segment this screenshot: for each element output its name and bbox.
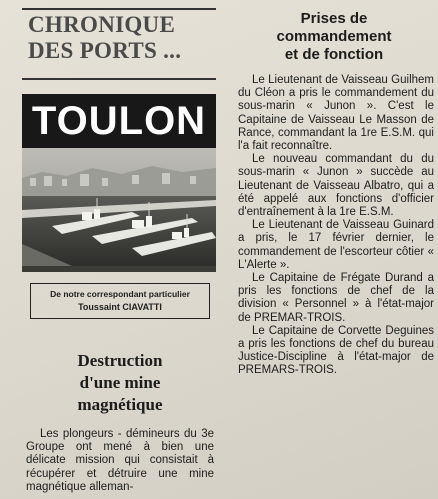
section-title <box>28 12 218 64</box>
top-rule <box>22 8 216 10</box>
article-body: Les plongeurs - démineurs du 3e Groupe ont mené à bien une délicate mission qui consistait à récupérer et détruire une mine magnétique alleman- <box>26 428 214 493</box>
paragraph: Le Capitaine de Frégate Durand a pris les fonctions de chef de la division « Personnel » à l'état-major de PREMAR-TROIS. <box>238 272 434 324</box>
harbor-photo <box>22 148 216 272</box>
section-title-line2: DES PORTS ... <box>28 38 182 63</box>
city-title: TOULON <box>31 99 207 143</box>
correspondent-label: De notre correspondant particulier <box>50 289 190 299</box>
article-title <box>30 350 210 416</box>
right-body <box>238 74 434 378</box>
section-title-line1: CHRONIQUE <box>28 12 176 37</box>
right-heading-line2: commandement <box>276 28 392 45</box>
paragraph: Le Lieutenant de Vaisseau Guinard a pris, le 17 février dernier, le commandement de l'escorteur côtier « L'Alerte ». <box>238 219 434 271</box>
section-rule <box>22 78 216 80</box>
article-title-line3: magnétique <box>77 395 163 414</box>
right-heading <box>236 10 432 64</box>
right-column <box>226 0 438 499</box>
article-title-line1: Destruction <box>77 351 163 370</box>
article-title-line2: d'une mine <box>79 373 161 392</box>
paragraph: Le Lieutenant de Vaisseau Guilhem du Cléon a pris le commandement du sous-marin « Junon ». C'est le Capitaine de Vaisseau Le Masson de Rance, commandant la 1re E.S.M. qui l'a fait reconnaître. <box>238 74 434 153</box>
paragraph: Le nouveau commandant du du sous-marin « Junon » succède au Lieutenant de Vaisseau Albatro, qui a été appelé aux fonctions d'officier d'entraînement à la 1re E.S.M. <box>238 153 434 219</box>
paragraph: Le Capitaine de Corvette Deguines a pris les fonctions de chef du bureau Justice-Discipline à l'état-major de PREMARS-TROIS. <box>238 324 434 377</box>
city-banner <box>22 94 216 272</box>
right-heading-line3: et de fonction <box>284 46 384 63</box>
right-heading-line1: Prises de <box>300 10 368 27</box>
correspondent-name: Toussaint CIAVATTI <box>78 302 162 312</box>
correspondent-box <box>30 283 210 319</box>
